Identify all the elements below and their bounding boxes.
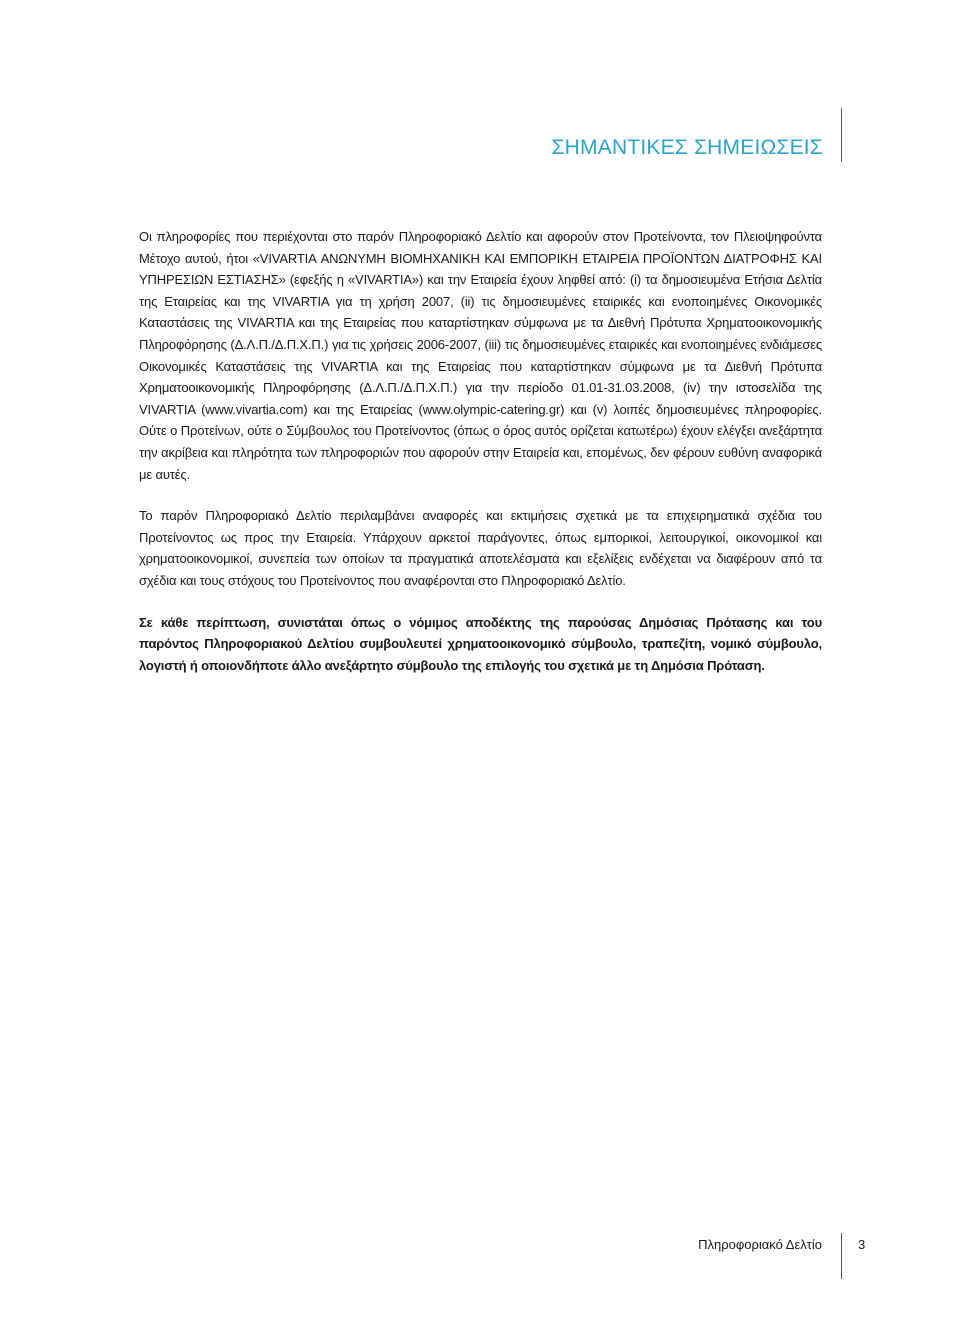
footer-divider: [841, 1233, 842, 1279]
paragraph-advice: Σε κάθε περίπτωση, συνιστάται όπως ο νόμιμος αποδέκτης της παρούσας Δημόσιας Πρότασης και του παρόντος Πληροφοριακού Δελτίου συμβουλευτεί χρηματοοικονομικό σύμβουλο, τραπεζίτη, νομικό σύμβουλο, λογιστή ή οποιονδήποτε άλλο ανεξάρτητο σύμβουλο της επιλογής του σχετικά με τη Δημόσια Πρόταση.: [139, 614, 822, 673]
document-body: [139, 226, 822, 676]
page-title: ΣΗΜΑΝΤΙΚΕΣ ΣΗΜΕΙΩΣΕΙΣ: [551, 136, 823, 159]
paragraph-sources: Οι πληροφορίες που περιέχονται στο παρόν Πληροφοριακό Δελτίο και αφορούν στον Προτείνοντα, τον Πλειοψηφούντα Μέτοχο αυτού, ήτοι «VIVARTIA ΑΝΩΝΥΜΗ ΒΙΟΜΗΧΑΝΙΚΗ ΚΑΙ ΕΜΠΟΡΙΚΗ ΕΤΑΙΡΕΙΑ ΠΡΟΪΟΝΤΩΝ ΔΙΑΤΡΟΦΗΣ ΚΑΙ ΥΠΗΡΕΣΙΩΝ ΕΣΤΙΑΣΗΣ» (εφεξής η «VIVARTIA») και την Εταιρεία έχουν ληφθεί από: (i) τα δημοσιευμένα Ετήσια Δελτία της Εταιρείας και της VIVARTIA για τη χρήση 2007, (ii) τις δημοσιευμένες εταιρικές και ενοποιημένες Οικονομικές Καταστάσεις της VIVARTIA και της Εταιρείας που καταρτίστηκαν σύμφωνα με τα Διεθνή Πρότυπα Χρηματοοικονομικής Πληροφόρησης (Δ.Λ.Π./Δ.Π.Χ.Π.) για τις χρήσεις 2006-2007, (iii) τις δημοσιευμένες εταιρικές και ενοποιημένες ενδιάμεσες Οικονομικές Καταστάσεις της VIVARTIA και της Εταιρείας που καταρτίστηκαν σύμφωνα με τα Διεθνή Πρότυπα Χρηματοοικονομικής Πληροφόρησης (Δ.Λ.Π./Δ.Π.Χ.Π.) για την περίοδο 01.01-31.03.2008, (iv) την ιστοσελίδα της VIVARTIA (www.vivartia.com) και της Εταιρείας (www.olympic-catering.gr) και (v) λοιπές δημοσιευμένες πληροφορίες. Ούτε ο Προτείνων, ούτε ο Σύμβουλος του Προτείνοντος (όπως ο όρος αυτός ορίζεται κατωτέρω) έχουν ελέγξει ανεξάρτητα την ακρίβεια και πληρότητα των πληροφοριών που αφορούν στην Εταιρεία και, επομένως, δεν φέρουν ευθύνη αναφορικά με αυτές.: [139, 229, 822, 482]
paragraph-forward-looking: Το παρόν Πληροφοριακό Δελτίο περιλαμβάνει αναφορές και εκτιμήσεις σχετικά με τα επιχειρηματικά σχέδια του Προτείνοντος ως προς την Εταιρεία. Υπάρχουν αρκετοί παράγοντες, όπως εμπορικοί, λειτουργικοί, οικονομικοί και χρηματοοικονομικοί, συνεπεία των οποίων τα πραγματικά αποτελέσματα και εξελίξεις ενδέχεται να διαφέρουν από τα σχέδια και τους στόχους του Προτείνοντος που αναφέρονται στο Πληροφοριακό Δελτίο.: [139, 508, 822, 588]
footer-document-label: Πληροφοριακό Δελτίο: [698, 1237, 822, 1252]
header-divider: [841, 108, 842, 162]
page-number: 3: [858, 1237, 866, 1252]
